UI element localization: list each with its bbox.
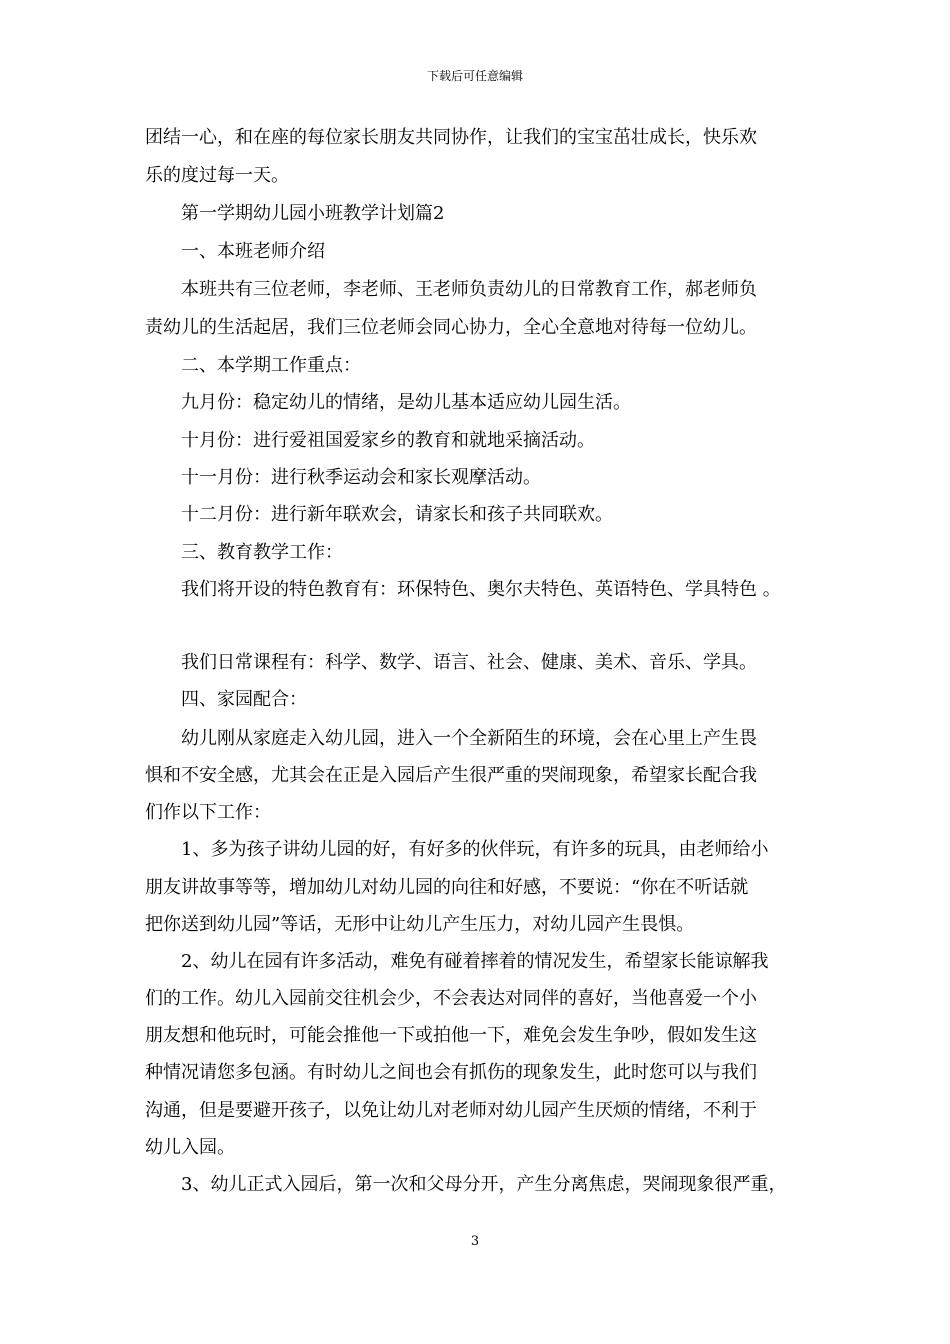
- paragraph-line: 幼儿入园。: [145, 1137, 235, 1158]
- paragraph-line: 们作以下工作：: [145, 802, 271, 823]
- paragraph-line: 我们日常课程有：科学、数学、语言、社会、健康、美术、音乐、学具。: [181, 652, 757, 673]
- paragraph-line: 幼儿刚从家庭走入幼儿园，进入一个全新陌生的环境，会在心里上产生畏: [181, 728, 757, 749]
- section-heading: 三、教育教学工作：: [181, 542, 343, 563]
- paragraph-line: 十月份：进行爱祖国爱家乡的教育和就地采摘活动。: [181, 430, 595, 451]
- paragraph-line: 1、多为孩子讲幼儿园的好，有好多的伙伴玩，有许多的玩具，由老师给小: [181, 839, 769, 860]
- paragraph-line: 朋友想和他玩时，可能会推他一下或拍他一下，难免会发生争吵，假如发生这: [145, 1025, 757, 1046]
- section-heading: 二、本学期工作重点：: [181, 355, 361, 376]
- paragraph-line: 乐的度过每一天。: [145, 165, 289, 186]
- paragraph-line: 本班共有三位老师，李老师、王老师负责幼儿的日常教育工作，郝老师负: [181, 279, 757, 300]
- paragraph-line: 种情况请您多包涵。有时幼儿之间也会有抓伤的现象发生，此时您可以与我们: [145, 1062, 757, 1083]
- section-heading: 一、本班老师介绍: [181, 241, 325, 262]
- paragraph-line: 责幼儿的生活起居，我们三位老师会同心协力，全心全意地对待每一位幼儿。: [145, 317, 757, 338]
- paragraph-line: 惧和不安全感，尤其会在正是入园后产生很严重的哭闹现象，希望家长配合我: [145, 765, 757, 786]
- paragraph-line: 3、幼儿正式入园后，第一次和父母分开，产生分离焦虑，哭闹现象很严重，: [181, 1174, 787, 1195]
- paragraph-line: 九月份：稳定幼儿的情绪，是幼儿基本适应幼儿园生活。: [181, 392, 631, 413]
- section-title: 第一学期幼儿园小班教学计划篇2: [181, 203, 445, 224]
- paragraph-line: 沟通，但是要避开孩子，以免让幼儿对老师对幼儿园产生厌烦的情绪，不利于: [145, 1100, 757, 1121]
- paragraph-line: 团结一心，和在座的每位家长朋友共同协作，让我们的宝宝茁壮成长，快乐欢: [145, 127, 757, 148]
- paragraph-line: 2、幼儿在园有许多活动，难免有碰着摔着的情况发生，希望家长能谅解我: [181, 951, 769, 972]
- paragraph-line: 十二月份：进行新年联欢会，请家长和孩子共同联欢。: [181, 504, 613, 525]
- section-heading: 四、家园配合：: [181, 689, 307, 710]
- page-header: 下载后可任意编辑: [426, 69, 523, 83]
- paragraph-line: 们的工作。幼儿入园前交往机会少，不会表达对同伴的喜好，当他喜爱一个小: [145, 988, 757, 1009]
- paragraph-line: 把你送到幼儿园”等话，无形中让幼儿产生压力，对幼儿园产生畏惧。: [145, 914, 695, 935]
- page-number: 3: [470, 1234, 480, 1249]
- paragraph-line: 十一月份：进行秋季运动会和家长观摩活动。: [181, 467, 541, 488]
- paragraph-line: 我们将开设的特色教育有：环保特色、奥尔夫特色、英语特色、学具特色 。: [181, 579, 781, 600]
- paragraph-line: 朋友讲故事等等，增加幼儿对幼儿园的向往和好感，不要说：“你在不听话就: [145, 877, 749, 898]
